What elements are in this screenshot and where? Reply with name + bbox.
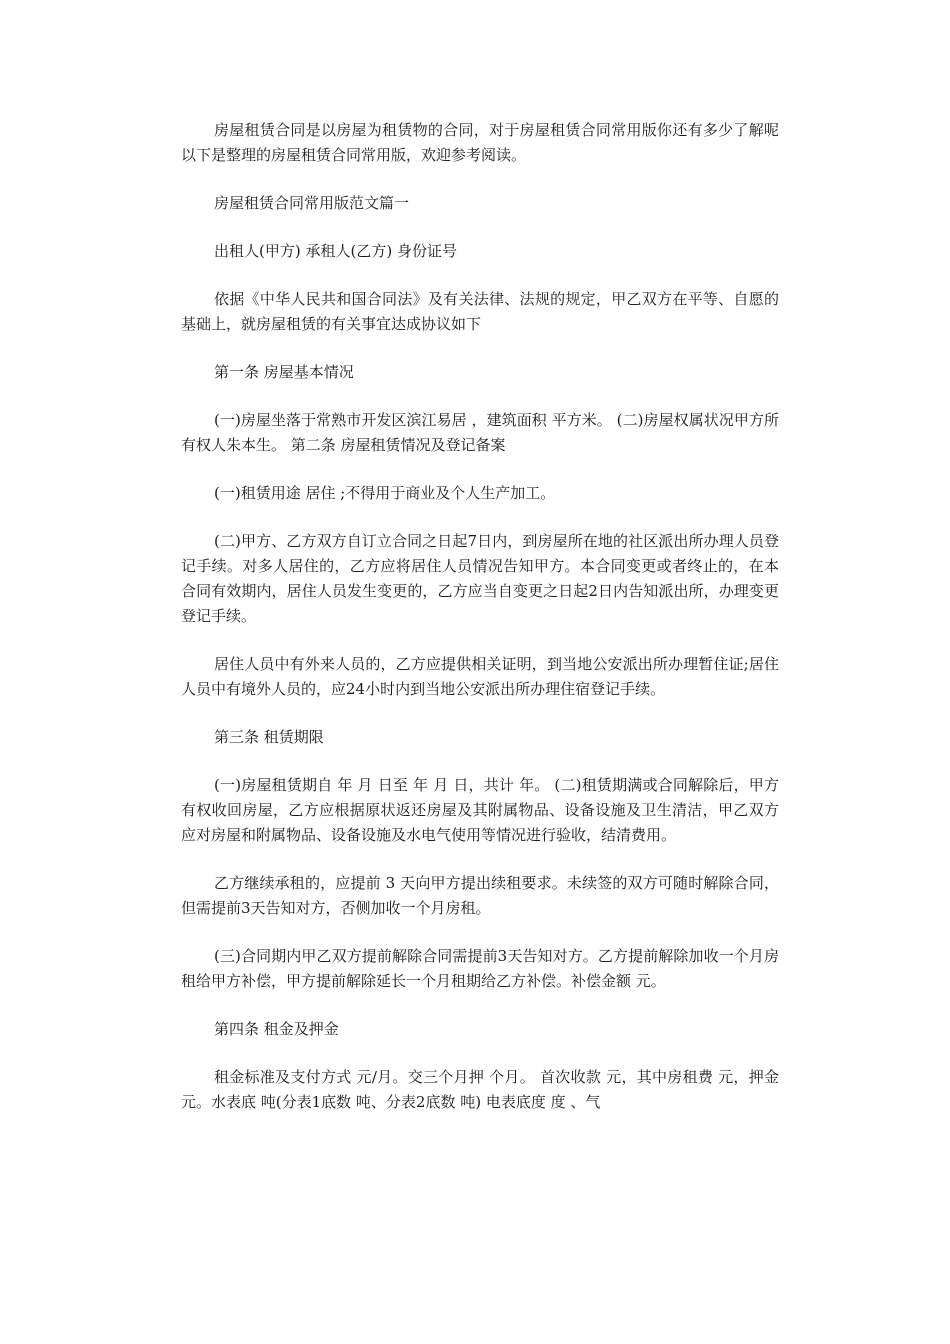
article-3-item-3: (三)合同期内甲乙双方提前解除合同需提前3天告知对方。乙方提前解除加收一个月房租给甲方补偿，甲方提前解除延长一个月租期给乙方补偿。补偿金额 元。 <box>181 947 779 990</box>
article-3-item-1: (一)房屋租赁期自 年 月 日至 年 月 日，共计 年。 (二)租赁期满或合同解除后，甲方有权收回房屋，乙方应根据原状返还房屋及其附属物品、设备设施及卫生清洁，甲乙双方应对房屋和附属物品、设备设施及水电气使用等情况进行验收，结清费用。 <box>181 776 779 844</box>
article-1-body: (一)房屋坐落于常熟市开发区滨江易居 ，建筑面积 平方米。 (二)房屋权属状况甲方所有权人朱本生。 第二条 房屋租赁情况及登记备案 <box>181 411 779 454</box>
intro-paragraph: 房屋租赁合同是以房屋为租赁物的合同，对于房屋租赁合同常用版你还有多少了解呢以下是整理的房屋租赁合同常用版，欢迎参考阅读。 <box>181 121 779 164</box>
article-4-body: 租金标准及支付方式 元/月。交三个月押 个月。 首次收款 元，其中房租费 元，押金 元。水表底 吨(分表1底数 吨、分表2底数 吨) 电表底度 度 、气 <box>181 1068 779 1111</box>
article-2-item-2: (二)甲方、乙方双方自订立合同之日起7日内，到房屋所在地的社区派出所办理人员登记手续。对多人居住的，乙方应将居住人员情况告知甲方。本合同变更或者终止的，在本合同有效期内，居住人员发生变更的，乙方应当自变更之日起2日内告知派出所，办理变更登记手续。 <box>181 532 779 625</box>
section-title: 房屋租赁合同常用版范文篇一 <box>214 194 410 212</box>
parties-line: 出租人(甲方) 承租人(乙方) 身份证号 <box>214 242 457 260</box>
article-2-residents: 居住人员中有外来人员的，乙方应提供相关证明，到当地公安派出所办理暂住证;居住人员中有境外人员的，应24小时内到当地公安派出所办理住宿登记手续。 <box>181 655 779 698</box>
basis-paragraph: 依据《中华人民共和国合同法》及有关法律、法规的规定，甲乙双方在平等、自愿的基础上，就房屋租赁的有关事宜达成协议如下 <box>181 290 779 333</box>
article-3-renewal: 乙方继续承租的，应提前 3 天向甲方提出续租要求。未续签的双方可随时解除合同，但需提前3天告知对方，否侧加收一个月房租。 <box>181 874 779 917</box>
article-1-heading: 第一条 房屋基本情况 <box>214 363 354 381</box>
article-3-heading: 第三条 租赁期限 <box>214 728 324 746</box>
article-4-heading: 第四条 租金及押金 <box>214 1020 339 1038</box>
document-body <box>181 118 779 1138</box>
article-2-item-1: (一)租赁用途 居住 ;不得用于商业及个人生产加工。 <box>214 484 556 502</box>
